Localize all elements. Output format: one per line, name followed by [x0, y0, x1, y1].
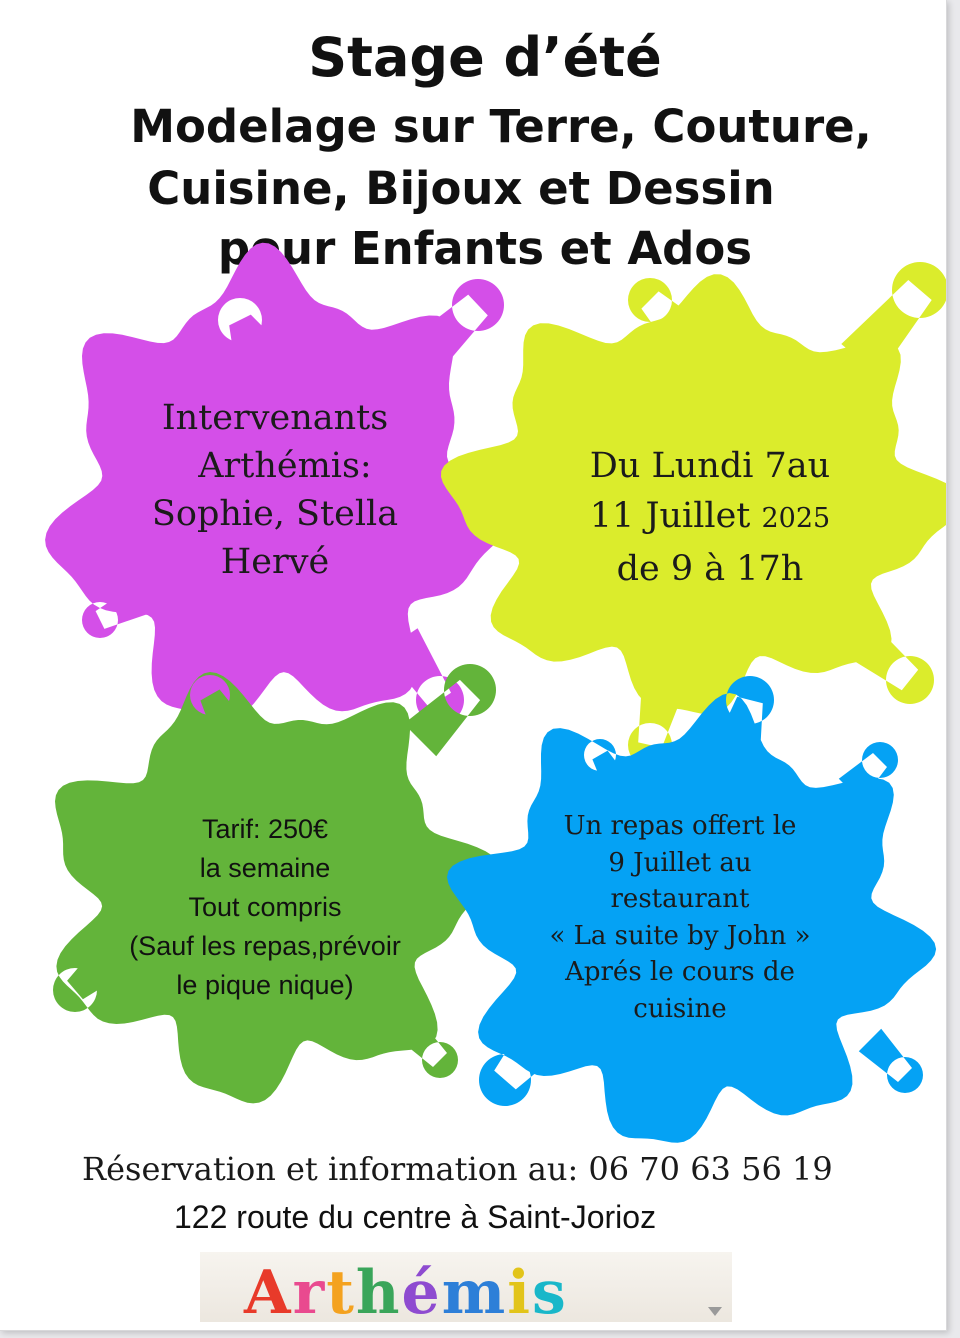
intervenants-org: Arthémis:: [198, 446, 372, 486]
dates-block: [540, 441, 880, 594]
tarif-picnic: le pique nique): [176, 970, 354, 1000]
address: 122 route du centre à Saint-Jorioz: [174, 1199, 657, 1235]
logo-letter: i: [507, 1258, 533, 1328]
arthemis-logo: [200, 1252, 732, 1328]
repas-restaurant-name: « La suite by John »: [549, 920, 811, 951]
repas-line-6: cuisine: [633, 993, 727, 1024]
repas-line-1: Un repas offert le: [563, 811, 797, 841]
repas-line-2: 9 Juillet au: [608, 847, 752, 878]
repas-line-5: Aprés le cours de: [565, 957, 795, 987]
intervenants-heading: Intervenants: [161, 398, 389, 438]
logo-letter: m: [441, 1258, 508, 1328]
activities-line-1: Modelage sur Terre, Couture,: [130, 100, 872, 153]
audience-line: pour Enfants et Ados: [217, 222, 753, 275]
logo-letter: s: [532, 1258, 568, 1328]
dates-end-day: 11 Juillet: [589, 496, 762, 536]
logo-letter: A: [244, 1258, 293, 1328]
intervenants-block: [110, 394, 440, 586]
flyer-title: Stage d’été: [308, 26, 662, 89]
repas-line-3: restaurant: [610, 884, 750, 914]
logo-letter: t: [326, 1258, 356, 1328]
dates-hours: de 9 à 17h: [616, 549, 804, 589]
tarif-exception: (Sauf les repas,prévoir: [129, 931, 401, 961]
tarif-included: Tout compris: [188, 892, 342, 922]
logo-letter: h: [355, 1258, 402, 1328]
repas-block: [520, 808, 840, 1027]
caret-down-icon: [708, 1307, 722, 1316]
tarif-block: [90, 810, 440, 1005]
dates-year: 2025: [761, 503, 831, 534]
dates-start: Du Lundi 7au: [589, 446, 831, 486]
activities-line-2: Cuisine, Bijoux et Dessin: [147, 162, 775, 215]
logo-letter: r: [292, 1258, 327, 1328]
arthemis-logo-text: [244, 1258, 568, 1328]
intervenants-names: Sophie, Stella: [151, 494, 399, 534]
reservation-phone: Réservation et information au: 06 70 63 56 19: [82, 1150, 833, 1188]
logo-letter: é: [401, 1258, 442, 1328]
dates-end: [540, 491, 880, 544]
tarif-price: Tarif: 250€: [201, 814, 329, 844]
intervenants-name-herve: Hervé: [220, 542, 330, 582]
tarif-period: la semaine: [199, 853, 331, 883]
